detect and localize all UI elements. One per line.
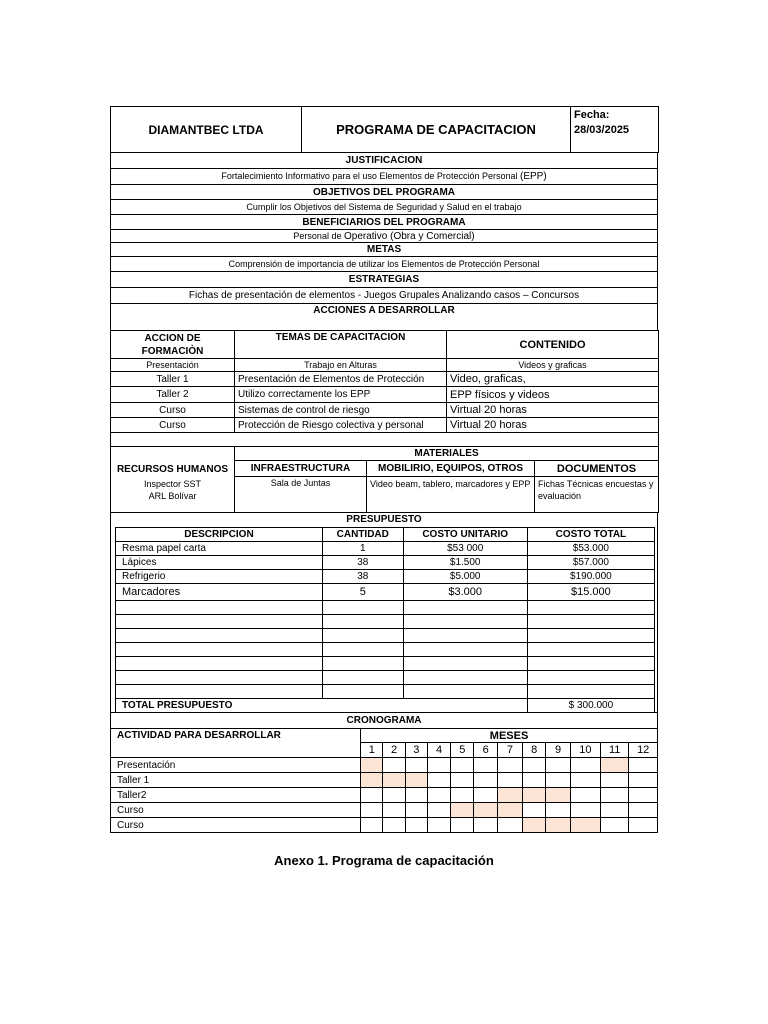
budget-empty [116,656,323,670]
table-row [111,359,659,372]
spacer-row [111,433,659,447]
schedule-cell [427,788,450,803]
budget-desc: Lápices [116,555,323,569]
month-header: 3 [405,743,427,758]
budget-unit: $1.500 [403,555,527,569]
schedule-cell-active [497,788,522,803]
justificacion-body: Fortalecimiento Informativo para el uso Elementos de Protección Personal [221,171,518,181]
schedule-cell [497,773,522,788]
budget-empty [403,670,527,684]
schedule-cell-active [546,818,570,833]
schedule-cell [451,788,474,803]
beneficiarios-text [111,230,658,243]
header-table [110,106,659,153]
table-row [116,684,655,698]
budget-total: $53.000 [527,541,654,555]
schedule-cell [570,758,600,773]
budget-empty [322,670,403,684]
date-cell [571,107,659,153]
month-header: 11 [601,743,629,758]
schedule-cell [474,818,497,833]
schedule-cell-active [383,773,405,788]
schedule-cell [523,758,546,773]
schedule-cell [546,773,570,788]
schedule-cell [497,818,522,833]
training-program-form [110,106,658,833]
budget-empty [403,642,527,656]
objetivos-title: OBJETIVOS DEL PROGRAMA [111,185,658,200]
table-row [116,656,655,670]
budget-empty [116,684,323,698]
budget-empty [116,614,323,628]
month-header: 7 [497,743,522,758]
cronograma-table [110,712,658,833]
schedule-cell-active [361,758,383,773]
beneficiarios-prefix: Personal de [293,230,342,241]
justificacion-suffix: (EPP) [520,171,547,182]
activity-name: Taller2 [111,788,361,803]
documentos-cell: Fichas Técnicas encuestas y evaluación [535,477,659,513]
infraestructura-cell: Sala de Juntas [235,477,367,513]
justificacion-text [111,169,658,185]
schedule-cell [497,758,522,773]
schedule-cell-active [497,803,522,818]
budget-empty [322,600,403,614]
schedule-cell-active [523,818,546,833]
budget-total-row [116,698,655,712]
table-row [111,788,658,803]
tema-cell: Utilizo correctamente los EPP [235,387,447,403]
schedule-cell [405,788,427,803]
schedule-cell [629,818,658,833]
tema-cell: Trabajo en Alturas [235,359,447,372]
schedule-cell-active [451,803,474,818]
schedule-cell-active [523,788,546,803]
schedule-cell [361,803,383,818]
table-row [111,803,658,818]
recursos-humanos-cell [111,477,235,513]
activity-name: Curso [111,818,361,833]
schedule-cell [427,773,450,788]
month-header: 5 [451,743,474,758]
budget-empty [322,642,403,656]
recursos-humanos-header: RECURSOS HUMANOS [111,447,235,477]
schedule-cell [570,773,600,788]
budget-qty: 5 [322,583,403,600]
schedule-cell [474,773,497,788]
month-header: 4 [427,743,450,758]
budget-empty [527,614,654,628]
schedule-cell [601,773,629,788]
schedule-cell [361,818,383,833]
budget-empty [322,684,403,698]
budget-empty [116,628,323,642]
budget-total: $190.000 [527,569,654,583]
table-row [116,555,655,569]
schedule-cell [570,803,600,818]
schedule-cell [451,773,474,788]
budget-empty [116,670,323,684]
activity-name: Presentación [111,758,361,773]
metas-title: METAS [111,243,658,257]
acciones-table [110,330,659,447]
presupuesto-header-descripcion: DESCRIPCION [116,527,323,541]
budget-empty [527,628,654,642]
schedule-cell [383,758,405,773]
sections-table [110,152,658,331]
schedule-cell [523,773,546,788]
justificacion-title: JUSTIFICACION [111,153,658,169]
schedule-cell [601,818,629,833]
schedule-cell [427,803,450,818]
budget-total: $57.000 [527,555,654,569]
budget-total: $15.000 [527,583,654,600]
acciones-header-temas: TEMAS DE CAPACITACION [235,331,447,359]
budget-qty: 1 [322,541,403,555]
presupuesto-table [115,527,655,713]
budget-desc: Marcadores [116,583,323,600]
presupuesto-header-unitario: COSTO UNITARIO [403,527,527,541]
table-row [116,642,655,656]
budget-empty [527,684,654,698]
documentos-header: DOCUMENTOS [535,461,659,477]
budget-total-label: TOTAL PRESUPUESTO [116,698,528,712]
schedule-cell [427,818,450,833]
actividad-header: ACTIVIDAD PARA DESARROLLAR [111,729,361,758]
budget-unit: $5.000 [403,569,527,583]
contenido-cell: EPP físicos y videos [447,387,659,403]
presupuesto-header-cantidad: CANTIDAD [322,527,403,541]
cronograma-body [111,758,658,833]
budget-desc: Resma papel carta [116,541,323,555]
budget-empty [116,642,323,656]
infraestructura-header: INFRAESTRUCTURA [235,461,367,477]
budget-empty [527,600,654,614]
schedule-cell [629,773,658,788]
acciones-header-accion: ACCION DE FORMACIÒN [111,331,235,359]
schedule-cell-active [570,818,600,833]
table-row [111,773,658,788]
budget-empty [527,656,654,670]
schedule-cell [546,803,570,818]
objetivos-text: Cumplir los Objetivos del Sistema de Seguridad y Salud en el trabajo [111,200,658,215]
beneficiarios-body: Operativo (Obra y Comercial) [343,230,475,242]
tema-cell: Sistemas de control de riesgo [235,403,447,418]
recursos-table [110,446,659,513]
budget-unit: $3.000 [403,583,527,600]
accion-cell: Presentación [111,359,235,372]
month-header: 8 [523,743,546,758]
recurso-arl: ARL Bolívar [148,490,197,501]
table-row [116,583,655,600]
month-header: 9 [546,743,570,758]
schedule-cell [474,758,497,773]
budget-total-value: $ 300.000 [527,698,654,712]
presupuesto-title: PRESUPUESTO [111,513,658,527]
table-row [111,818,658,833]
date-label: Fecha: [574,109,610,121]
table-row [116,670,655,684]
estrategias-text: Fichas de presentación de elementos - Juegos Grupales Analizando casos – Concursos [111,288,658,304]
contenido-cell: Videos y graficas [447,359,659,372]
acciones-title: ACCIONES A DESARROLLAR [111,304,658,331]
table-row [116,628,655,642]
schedule-cell [523,803,546,818]
date-value: 28/03/2025 [574,124,630,136]
schedule-cell [451,758,474,773]
accion-cell: Taller 1 [111,372,235,387]
schedule-cell [405,758,427,773]
mobiliario-header: MOBILIRIO, EQUIPOS, OTROS [367,461,535,477]
annex-caption: Anexo 1. Programa de capacitación [274,853,494,868]
table-row [111,418,659,433]
schedule-cell [629,758,658,773]
month-header: 1 [361,743,383,758]
schedule-cell-active [474,803,497,818]
tema-cell: Protección de Riesgo colectiva y personal [235,418,447,433]
schedule-cell [601,803,629,818]
schedule-cell [361,788,383,803]
budget-desc: Refrigerio [116,569,323,583]
schedule-cell [629,788,658,803]
estrategias-title: ESTRATEGIAS [111,272,658,288]
budget-empty [527,670,654,684]
table-row [111,372,659,387]
table-row [111,387,659,403]
schedule-cell [601,788,629,803]
budget-empty [403,614,527,628]
schedule-cell [451,818,474,833]
budget-empty [322,628,403,642]
month-header: 6 [474,743,497,758]
budget-empty [322,614,403,628]
accion-cell: Curso [111,418,235,433]
schedule-cell [427,758,450,773]
schedule-cell [474,788,497,803]
budget-empty [322,656,403,670]
budget-empty [527,642,654,656]
schedule-cell [383,803,405,818]
schedule-cell [570,788,600,803]
materiales-title: MATERIALES [235,447,659,461]
table-row [116,600,655,614]
budget-empty [403,656,527,670]
table-row [116,541,655,555]
schedule-cell [629,803,658,818]
month-header: 10 [570,743,600,758]
budget-qty: 38 [322,555,403,569]
activity-name: Curso [111,803,361,818]
schedule-cell-active [546,788,570,803]
schedule-cell [383,818,405,833]
schedule-cell [405,818,427,833]
beneficiarios-title: BENEFICIARIOS DEL PROGRAMA [111,215,658,230]
schedule-cell [546,758,570,773]
budget-empty [403,600,527,614]
company-name: DIAMANTBEC LTDA [111,107,302,153]
accion-cell: Taller 2 [111,387,235,403]
recurso-inspector: Inspector SST [143,478,202,489]
schedule-cell-active [405,773,427,788]
accion-cell: Curso [111,403,235,418]
table-row [111,758,658,773]
meses-header: MESES [361,729,658,743]
budget-empty [116,600,323,614]
tema-cell: Presentación de Elementos de Protección [235,372,447,387]
activity-name: Taller 1 [111,773,361,788]
schedule-cell [405,803,427,818]
table-row [116,569,655,583]
presupuesto-header-total: COSTO TOTAL [527,527,654,541]
contenido-cell: Virtual 20 horas [447,418,659,433]
schedule-cell-active [601,758,629,773]
presupuesto-title-table [110,512,658,527]
program-title: PROGRAMA DE CAPACITACION [302,107,571,153]
month-header: 12 [629,743,658,758]
budget-empty [403,628,527,642]
schedule-cell-active [361,773,383,788]
month-header: 2 [383,743,405,758]
table-row [111,403,659,418]
mobiliario-cell: Video beam, tablero, marcadores y EPP [367,477,535,513]
schedule-cell [383,788,405,803]
metas-text: Comprensión de importancia de utilizar los Elementos de Protección Personal [111,257,658,272]
budget-empty [403,684,527,698]
contenido-cell: Virtual 20 horas [447,403,659,418]
presupuesto-section [110,527,658,713]
acciones-header-contenido: CONTENIDO [447,331,659,359]
cronograma-title: CRONOGRAMA [111,713,658,729]
table-row [116,614,655,628]
contenido-cell: Video, graficas, [447,372,659,387]
budget-unit: $53 000 [403,541,527,555]
budget-qty: 38 [322,569,403,583]
